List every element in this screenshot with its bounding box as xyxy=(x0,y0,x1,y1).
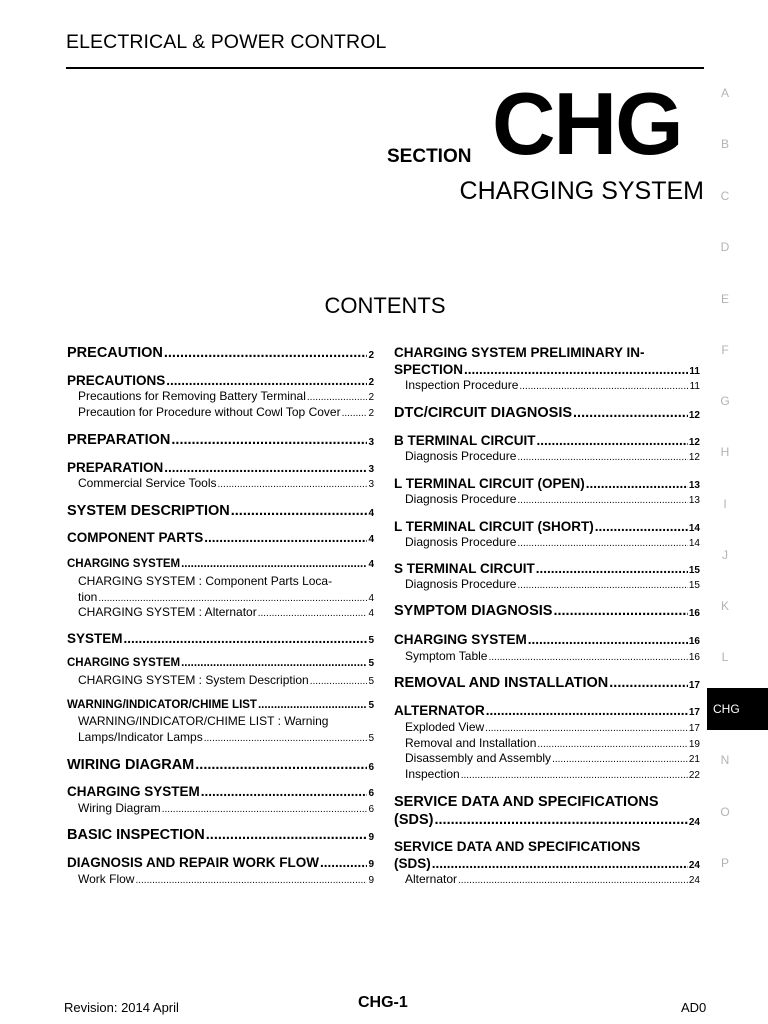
leader-dots xyxy=(517,495,687,506)
leader-dots xyxy=(201,784,368,799)
toc-entry[interactable] xyxy=(67,558,374,570)
toc-page-number: 2 xyxy=(368,392,374,403)
leader-dots xyxy=(164,345,368,361)
section-tab[interactable]: A xyxy=(720,86,729,100)
toc-page-number: 11 xyxy=(689,366,700,377)
toc-entry[interactable] xyxy=(78,673,374,687)
toc-page-number: 22 xyxy=(688,770,700,781)
toc-page-number: 19 xyxy=(688,739,700,750)
toc-entry[interactable] xyxy=(78,801,374,815)
toc-page-number: 4 xyxy=(368,508,374,519)
toc-entry-label: Removal and Installation xyxy=(405,736,537,750)
section-tab[interactable]: P xyxy=(720,856,729,870)
leader-dots xyxy=(552,754,688,765)
leader-dots xyxy=(171,432,367,448)
toc-entry[interactable] xyxy=(67,699,374,711)
leader-dots xyxy=(517,452,687,463)
toc-page-number: 2 xyxy=(368,350,374,361)
leader-dots xyxy=(434,812,687,828)
leader-dots xyxy=(485,723,688,734)
section-tab[interactable]: B xyxy=(720,137,729,151)
toc-page-number: 13 xyxy=(688,480,700,491)
toc-page-number: 24 xyxy=(688,860,700,871)
toc-page-number: 5 xyxy=(368,700,374,711)
leader-dots xyxy=(206,827,368,843)
toc-entry-label: Exploded View xyxy=(405,720,485,734)
footer-revision: Revision: 2014 April xyxy=(64,1000,179,1015)
toc-page-number: 17 xyxy=(688,707,700,718)
toc-entry[interactable] xyxy=(394,856,700,871)
section-tab[interactable]: H xyxy=(720,445,730,459)
leader-dots xyxy=(537,739,687,750)
toc-entry-label: L TERMINAL CIRCUIT (OPEN) xyxy=(394,476,585,491)
leader-dots xyxy=(537,433,688,448)
section-tab[interactable]: G xyxy=(720,394,730,408)
toc-entry-label: REMOVAL AND INSTALLATION xyxy=(394,675,609,691)
leader-dots xyxy=(166,373,367,388)
toc-entry-label: Work Flow xyxy=(78,872,135,886)
leader-dots xyxy=(595,519,688,534)
toc-entry-label: WARNING/INDICATOR/CHIME LIST : Warning xyxy=(78,714,329,728)
toc-page-number: 21 xyxy=(688,754,700,765)
toc-entry-label-cont: SPECTION xyxy=(394,362,464,377)
toc-page-number: 6 xyxy=(368,804,374,815)
toc-page-number: 5 xyxy=(368,676,374,687)
toc-page-number: 12 xyxy=(688,437,700,448)
toc-entry-label: Commercial Service Tools xyxy=(78,476,217,490)
toc-entry[interactable] xyxy=(67,460,374,475)
toc-page-number: 13 xyxy=(688,495,700,506)
toc-entry[interactable] xyxy=(394,405,700,421)
toc-entry-label: CHARGING SYSTEM xyxy=(394,632,527,647)
toc-entry-label: Diagnosis Procedure xyxy=(405,577,517,591)
toc-entry[interactable] xyxy=(67,657,374,669)
toc-entry-label: Disassembly and Assembly xyxy=(405,751,552,765)
leader-dots xyxy=(517,538,687,549)
leader-dots xyxy=(461,770,688,781)
toc-entry[interactable] xyxy=(67,784,374,799)
toc-entry[interactable] xyxy=(405,872,700,886)
toc-entry[interactable] xyxy=(405,751,700,765)
toc-entry[interactable] xyxy=(394,476,700,491)
toc-entry-label: COMPONENT PARTS xyxy=(67,530,204,545)
leader-dots xyxy=(231,503,368,519)
toc-entry-label-cont: Lamps/Indicator Lamps xyxy=(78,730,203,744)
toc-page-number: 17 xyxy=(688,723,700,734)
section-tab[interactable]: J xyxy=(722,548,728,562)
toc-entry-label: Inspection xyxy=(405,767,460,781)
leader-dots xyxy=(486,703,688,718)
toc-entry[interactable] xyxy=(405,720,700,734)
toc-page-number: 16 xyxy=(688,652,700,663)
document-header: ELECTRICAL & POWER CONTROL xyxy=(66,31,387,53)
toc-entry-label: SERVICE DATA AND SPECIFICATIONS xyxy=(394,794,659,810)
leader-dots xyxy=(258,699,367,711)
toc-entry[interactable] xyxy=(67,503,374,519)
toc-entry-label: SYSTEM DESCRIPTION xyxy=(67,503,230,519)
section-tab[interactable]: N xyxy=(720,753,730,767)
toc-page-number: 9 xyxy=(368,832,374,843)
section-tab[interactable]: C xyxy=(720,189,730,203)
toc-entry[interactable] xyxy=(78,590,374,604)
toc-page-number: 5 xyxy=(368,635,374,646)
toc-entry[interactable] xyxy=(67,631,374,646)
leader-dots xyxy=(162,804,368,815)
toc-page-number: 5 xyxy=(368,733,374,744)
toc-entry-label: DTC/CIRCUIT DIAGNOSIS xyxy=(394,405,573,421)
toc-entry[interactable] xyxy=(394,675,700,691)
toc-entry-label: Diagnosis Procedure xyxy=(405,535,517,549)
leader-dots xyxy=(181,657,367,669)
toc-entry-label: SYSTEM xyxy=(67,631,123,646)
leader-dots xyxy=(609,675,688,691)
toc-entry-label: CHARGING SYSTEM xyxy=(67,784,200,799)
contents-title: CONTENTS xyxy=(324,293,446,318)
toc-page-number: 9 xyxy=(368,875,374,886)
toc-entry[interactable] xyxy=(67,432,374,448)
leader-dots xyxy=(164,460,367,475)
toc-entry[interactable] xyxy=(78,476,374,490)
toc-entry[interactable] xyxy=(78,605,374,619)
toc-page-number: 9 xyxy=(368,859,374,870)
toc-entry[interactable] xyxy=(405,577,700,591)
toc-page-number: 2 xyxy=(368,377,374,388)
toc-entry[interactable] xyxy=(405,492,700,506)
toc-entry-label: PREPARATION xyxy=(67,460,164,475)
toc-entry-label-cont: tion xyxy=(78,590,98,604)
toc-page-number: 3 xyxy=(368,437,374,448)
toc-entry[interactable] xyxy=(405,449,700,463)
toc-entry[interactable] xyxy=(394,703,700,718)
section-title: CHARGING SYSTEM xyxy=(459,177,704,205)
toc-entry-label: CHARGING SYSTEM PRELIMINARY IN- xyxy=(394,345,645,360)
header-rule xyxy=(66,67,704,69)
footer-code: AD0 xyxy=(681,1000,707,1015)
toc-page-number: 15 xyxy=(688,565,700,576)
toc-page-number: 2 xyxy=(368,408,374,419)
toc-page-number: 14 xyxy=(688,523,700,534)
footer-page-number: CHG-1 xyxy=(358,994,408,1011)
toc-entry-label: Wiring Diagram xyxy=(78,801,161,815)
leader-dots xyxy=(458,875,688,886)
toc-entry-label: Precaution for Procedure without Cowl Top Cover xyxy=(78,405,341,419)
toc-entry-label: SERVICE DATA AND SPECIFICATIONS xyxy=(394,839,641,854)
toc-entry[interactable] xyxy=(67,757,374,773)
toc-entry-label: CHARGING SYSTEM xyxy=(67,558,181,570)
leader-dots xyxy=(195,757,367,773)
toc-page-number: 6 xyxy=(368,788,374,799)
toc-entry[interactable] xyxy=(394,519,700,534)
leader-dots xyxy=(204,733,368,744)
leader-dots xyxy=(553,603,687,619)
leader-dots xyxy=(135,875,367,886)
toc-entry-label: PRECAUTION xyxy=(67,345,163,361)
toc-page-number: 4 xyxy=(368,534,374,545)
leader-dots xyxy=(204,530,367,545)
toc-page-number: 4 xyxy=(368,593,374,604)
toc-page-number: 6 xyxy=(368,762,374,773)
toc-entry-label: B TERMINAL CIRCUIT xyxy=(394,433,536,448)
leader-dots xyxy=(98,593,367,604)
toc-entry[interactable] xyxy=(394,603,700,619)
toc-entry-label: ALTERNATOR xyxy=(394,703,485,718)
leader-dots xyxy=(586,476,688,491)
toc-entry-label: Alternator xyxy=(405,872,458,886)
leader-dots xyxy=(342,408,368,419)
section-tab[interactable]: E xyxy=(720,292,729,306)
leader-dots xyxy=(320,855,367,870)
toc-entry[interactable] xyxy=(394,433,700,448)
leader-dots xyxy=(536,561,688,576)
section-tab[interactable]: F xyxy=(721,343,729,357)
section-tab[interactable]: K xyxy=(720,599,729,613)
toc-entry-label: CHARGING SYSTEM : System Description xyxy=(78,673,309,687)
toc-page-number: 17 xyxy=(688,680,700,691)
toc-entry[interactable] xyxy=(78,730,374,744)
leader-dots xyxy=(519,381,688,392)
toc-page-number: 5 xyxy=(368,658,374,669)
toc-entry[interactable] xyxy=(78,389,374,403)
toc-page-number: 4 xyxy=(368,608,374,619)
toc-entry[interactable] xyxy=(67,345,374,361)
leader-dots xyxy=(464,362,688,377)
toc-page-number: 14 xyxy=(688,538,700,549)
toc-entry[interactable] xyxy=(394,561,700,576)
toc-page-number: 12 xyxy=(688,452,700,463)
toc-entry-label: CHARGING SYSTEM : Alternator xyxy=(78,605,257,619)
section-tab[interactable]: O xyxy=(720,805,730,819)
toc-entry[interactable] xyxy=(67,373,374,388)
section-tab[interactable]: L xyxy=(721,650,729,664)
toc-page-number: 16 xyxy=(688,636,700,647)
toc-entry[interactable] xyxy=(405,378,700,392)
leader-dots xyxy=(528,632,688,647)
leader-dots xyxy=(124,631,368,646)
toc-entry[interactable] xyxy=(67,530,374,545)
toc-entry-label: L TERMINAL CIRCUIT (SHORT) xyxy=(394,519,594,534)
toc-entry-label: S TERMINAL CIRCUIT xyxy=(394,561,535,576)
leader-dots xyxy=(258,608,368,619)
toc-entry-label: SYMPTOM DIAGNOSIS xyxy=(394,603,553,619)
toc-page-number: 4 xyxy=(368,559,374,570)
toc-entry[interactable] xyxy=(405,649,700,663)
toc-entry-label: Diagnosis Procedure xyxy=(405,492,517,506)
leader-dots xyxy=(517,580,687,591)
toc-entry-label: WIRING DIAGRAM xyxy=(67,757,195,773)
section-tab-active[interactable]: CHG xyxy=(707,688,768,730)
toc-entry-label: WARNING/INDICATOR/CHIME LIST xyxy=(67,699,257,711)
section-tab[interactable]: D xyxy=(720,240,730,254)
toc-entry-label: Symptom Table xyxy=(405,649,488,663)
leader-dots xyxy=(573,405,688,421)
leader-dots xyxy=(181,558,367,570)
leader-dots xyxy=(488,652,687,663)
toc-entry-label: DIAGNOSIS AND REPAIR WORK FLOW xyxy=(67,855,319,870)
toc-entry[interactable] xyxy=(405,535,700,549)
toc-page-number: 11 xyxy=(689,381,700,392)
toc-entry-label-cont: (SDS) xyxy=(394,856,431,871)
toc-entry[interactable] xyxy=(394,362,700,377)
section-tab[interactable]: I xyxy=(723,497,727,511)
toc-entry[interactable] xyxy=(78,872,374,886)
toc-entry-label: CHARGING SYSTEM xyxy=(67,657,181,669)
toc-page-number: 16 xyxy=(688,608,700,619)
toc-entry[interactable] xyxy=(78,405,374,419)
toc-entry[interactable] xyxy=(405,736,700,750)
leader-dots xyxy=(307,392,368,403)
toc-entry[interactable] xyxy=(394,632,700,647)
toc-page-number: 24 xyxy=(688,817,700,828)
toc-entry-label: CHARGING SYSTEM : Component Parts Loca- xyxy=(78,574,333,588)
leader-dots xyxy=(218,479,368,490)
toc-entry[interactable] xyxy=(394,812,700,828)
toc-entry[interactable] xyxy=(67,827,374,843)
toc-entry-label: PRECAUTIONS xyxy=(67,373,166,388)
leader-dots xyxy=(310,676,368,687)
toc-page-number: 15 xyxy=(688,580,700,591)
toc-entry[interactable] xyxy=(67,855,374,870)
section-label: SECTION xyxy=(387,146,472,167)
toc-page-number: 3 xyxy=(368,479,374,490)
toc-page-number: 24 xyxy=(688,875,700,886)
toc-entry-label: PREPARATION xyxy=(67,432,171,448)
section-code: CHG xyxy=(492,74,682,173)
toc-entry-label: BASIC INSPECTION xyxy=(67,827,205,843)
toc-entry-label: Precautions for Removing Battery Terminal xyxy=(78,389,306,403)
toc-entry-label-cont: (SDS) xyxy=(394,812,434,828)
toc-page-number: 12 xyxy=(688,410,700,421)
toc-page-number: 3 xyxy=(368,464,374,475)
toc-entry-label: Inspection Procedure xyxy=(405,378,519,392)
leader-dots xyxy=(432,856,688,871)
toc-entry[interactable] xyxy=(405,767,700,781)
toc-entry-label: Diagnosis Procedure xyxy=(405,449,517,463)
